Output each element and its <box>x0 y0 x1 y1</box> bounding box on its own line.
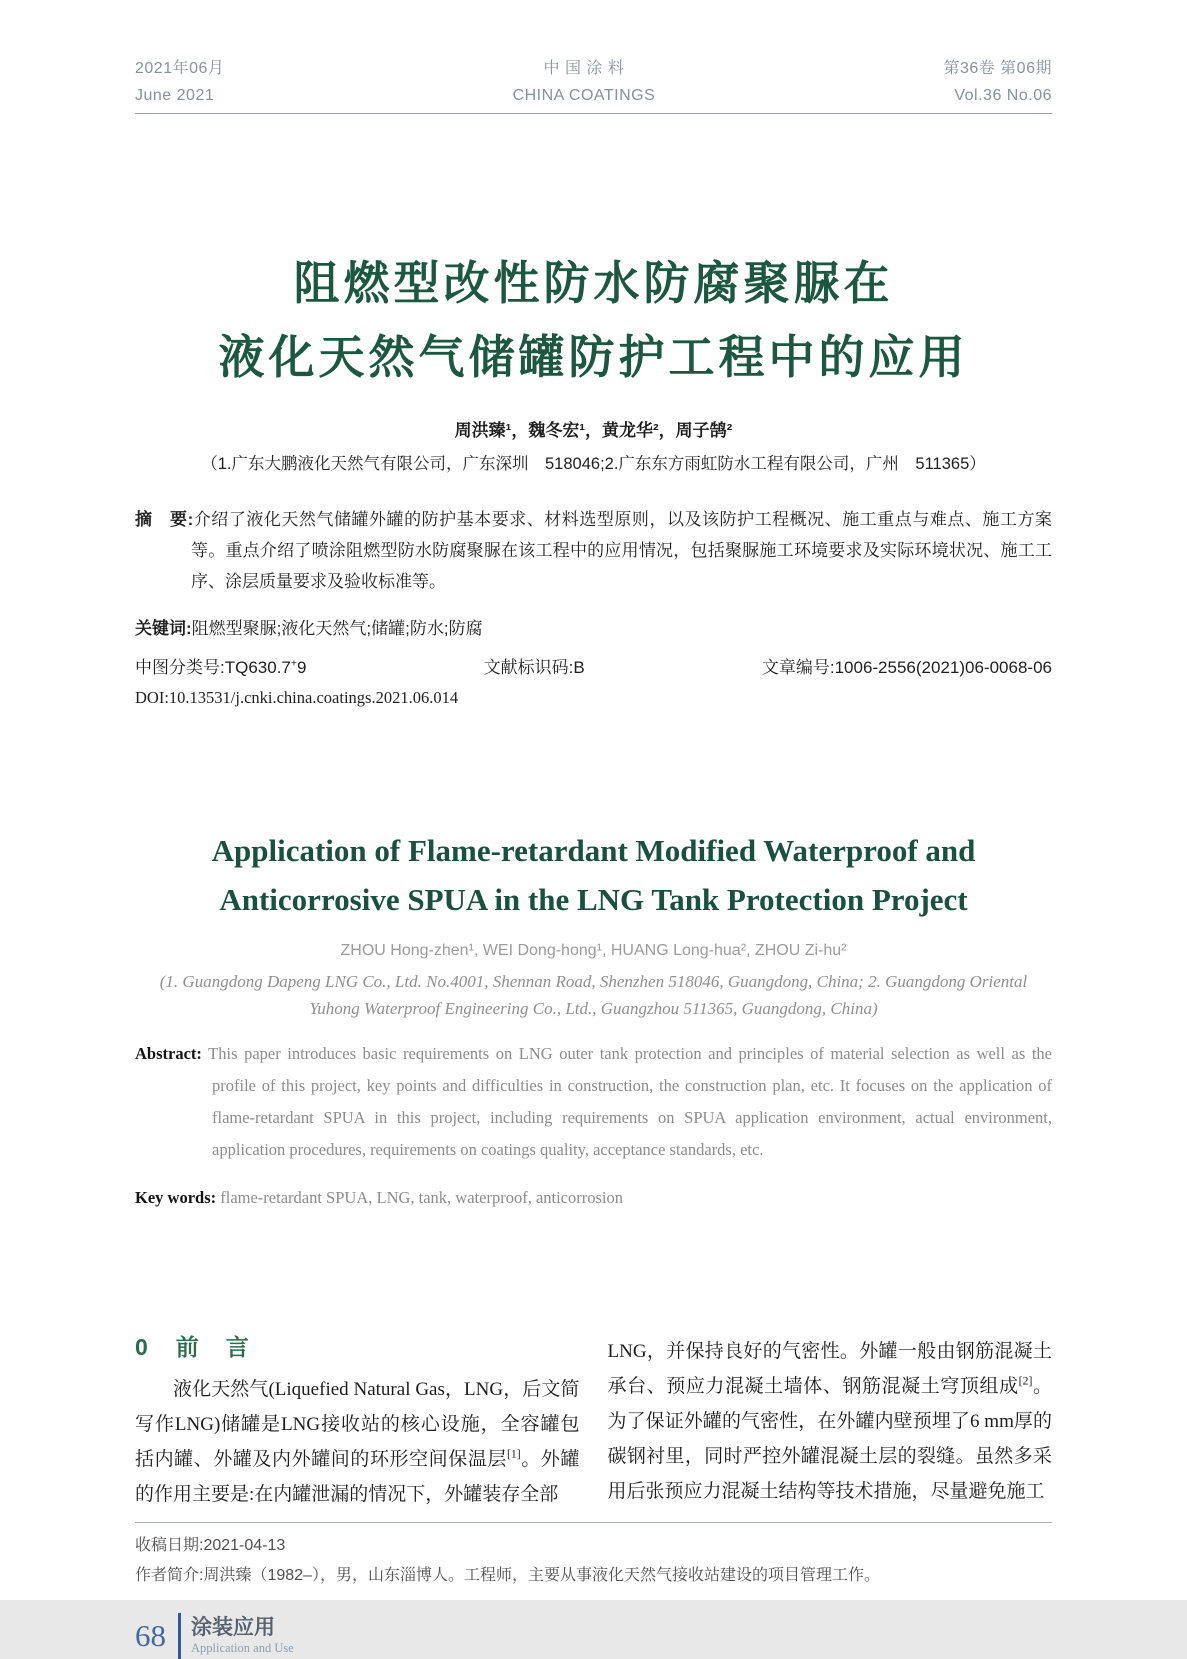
article-title-cn <box>135 246 1052 394</box>
document-code-label: 文献标识码: <box>483 658 574 677</box>
article-title-en-line1: Application of Flame-retardant Modified Waterproof and <box>211 833 976 868</box>
clc-value: TQ630.7 <box>224 658 291 677</box>
clc-number <box>135 653 307 678</box>
body-left-text-tail: 。外罐的作用主要是:在内罐泄漏的情况下，外罐装存全部 <box>135 1448 580 1505</box>
header-date <box>135 55 224 109</box>
footer-divider-bar <box>178 1613 181 1659</box>
header-journal-name <box>513 55 656 109</box>
header-date-cn: 2021年06月 <box>135 60 225 77</box>
body-column-left <box>135 1329 580 1512</box>
authors-cn: 周洪臻¹，魏冬宏¹，黄龙华²，周子鹄² <box>454 421 733 440</box>
abstract-cn-text: 介绍了液化天然气储罐外罐的防护基本要求、材料选型原则，以及该防护工程概况、施工重点与难点、施工方案等。重点介绍了喷涂阻燃型防水防腐聚脲在该工程中的应用情况，包括聚脲施工环境要求及实际环境状况、施工工序、涂层质量要求及验收标准等。 <box>191 510 1052 591</box>
authors-en: ZHOU Hong-zhen¹, WEI Dong-hong¹, HUANG Long-hua², ZHOU Zi-hu² <box>340 942 847 959</box>
header-issue-cn: 第36卷 第06期 <box>943 60 1052 77</box>
column-name-cn: 涂装应用 <box>191 1615 275 1639</box>
clc-superscript: + <box>290 657 298 670</box>
section-title: 前 言 <box>175 1333 251 1360</box>
affiliation-en: (1. Guangdong Dapeng LNG Co., Ltd. No.4001, Shennan Road, Shenzhen 518046, Guangdong, China; 2. Guangdong Oriental Yuhong Waterproof Engineering Co., Ltd., Guangzhou 511365, Guangdong, China) <box>159 972 1028 1018</box>
section-number: 0 <box>135 1333 150 1360</box>
meta-row <box>135 653 1052 678</box>
clc-label: 中图分类号: <box>135 658 225 677</box>
page-number: 68 <box>135 1618 166 1653</box>
document-code-value: B <box>573 658 585 677</box>
body-paragraph-left <box>135 1372 580 1512</box>
footer-column-name <box>191 1616 294 1656</box>
document-code <box>484 653 585 678</box>
abstract-en-label: Abstract: <box>135 1044 202 1063</box>
abstract-cn <box>135 504 1052 597</box>
header-issue-en: Vol.36 No.06 <box>954 87 1052 104</box>
journal-header <box>135 55 1052 109</box>
reference-superscript-2: [2] <box>1018 1374 1033 1388</box>
keywords-en-label: Key words: <box>135 1187 217 1207</box>
author-bio <box>135 1561 1052 1591</box>
reference-superscript-1: [1] <box>507 1447 521 1461</box>
page-footer <box>135 1613 1052 1659</box>
header-rule <box>135 113 1052 114</box>
abstract-en-text: This paper introduces basic requirements on LNG outer tank protection and principles of material selection as well as the profile of this project, key points and difficulties in construction, the construction plan, etc. It focuses on the application of flame-retardant SPUA in this project, including requirements on SPUA application environment, actual environment, application procedures, requirements on coatings quality, acceptance standards, etc. <box>208 1044 1052 1159</box>
received-date-label: 收稿日期: <box>135 1536 204 1554</box>
received-date <box>135 1531 1052 1561</box>
body-right-text: LNG，并保持良好的气密性。外罐一般由钢筋混凝土承台、预应力混凝土墙体、钢筋混凝土穹顶组成 <box>607 1340 1052 1397</box>
keywords-en <box>135 1183 1052 1213</box>
affiliation-cn: （1.广东大鹏液化天然气有限公司，广东深圳 518046;2.广东东方雨虹防水工程有限公司，广州 511365） <box>201 455 986 473</box>
keywords-en-text: flame-retardant SPUA, LNG, tank, waterproof, anticorrosion <box>220 1187 624 1207</box>
article-body <box>135 1329 1052 1512</box>
author-bio-label: 作者简介: <box>135 1566 204 1584</box>
article-title-en-line2: Anticorrosive SPUA in the LNG Tank Protection Project <box>219 882 968 917</box>
author-bio-value: 周洪臻（1982–），男，山东淄博人。工程师，主要从事液化天然气接收站建设的项目管理工作。 <box>203 1566 880 1584</box>
body-left-text: 液化天然气(Liquefied Natural Gas，LNG，后文简写作LNG)储罐是LNG接收站的核心设施，全容罐包括内罐、外罐及内外罐间的环形空间保温层 <box>135 1378 580 1470</box>
article-title-cn-line2: 液化天然气储罐防护工程中的应用 <box>218 331 969 383</box>
clc-tail: 9 <box>297 658 307 677</box>
section-heading <box>135 1329 580 1362</box>
doi: DOI:10.13531/j.cnki.china.coatings.2021.06.014 <box>135 688 459 707</box>
abstract-en <box>135 1038 1052 1166</box>
body-right-text-tail: 。为了保证外罐的气密性，在外罐内壁预埋了6 mm厚的碳钢衬里，同时严控外罐混凝土层的裂缝。虽然多采用后张预应力混凝土结构等技术措施，尽量避免施工 <box>607 1375 1052 1502</box>
abstract-cn-label: 摘 要: <box>135 510 194 529</box>
body-column-right <box>608 1329 1053 1512</box>
body-paragraph-right <box>608 1334 1053 1509</box>
header-journal-cn: 中 国 涂 料 <box>543 60 625 77</box>
header-issue <box>943 55 1052 109</box>
article-number <box>762 653 1052 678</box>
received-date-value: 2021-04-13 <box>203 1536 286 1554</box>
article-number-label: 文章编号: <box>761 658 835 677</box>
keywords-cn <box>135 614 1052 644</box>
keywords-cn-label: 关键词: <box>135 619 192 638</box>
keywords-cn-text: 阻燃型聚脲;液化天然气;储罐;防水;防腐 <box>191 619 483 638</box>
footnote-divider <box>135 1522 1052 1523</box>
article-title-cn-line1: 阻燃型改性防水防腐聚脲在 <box>293 257 894 309</box>
header-date-en: June 2021 <box>135 87 215 104</box>
header-journal-en: CHINA COATINGS <box>512 87 656 104</box>
column-name-en: Application and Use <box>191 1640 294 1655</box>
article-number-value: 1006-2556(2021)06-0068-06 <box>834 658 1052 677</box>
article-title-en <box>135 826 1052 924</box>
footnote <box>135 1531 1052 1591</box>
